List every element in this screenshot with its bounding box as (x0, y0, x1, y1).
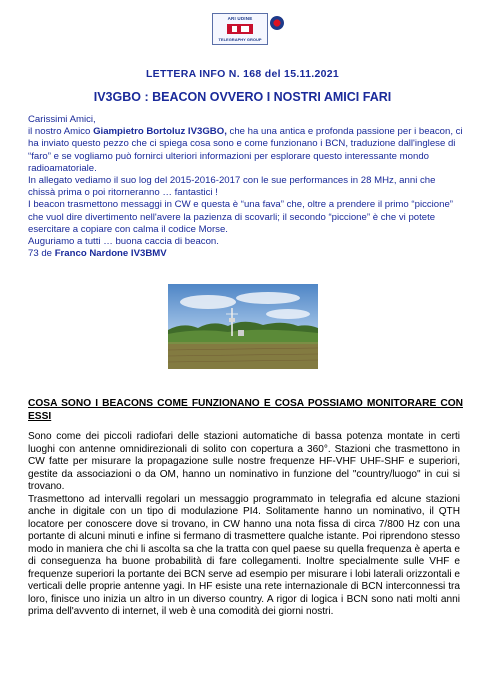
intro-paragraph-3: I beacon trasmettono messaggi in CW e questa è “una fava” che, oltre a prendere il primo “piccione” che vuol dire divertimento nell'avere la pazienza di scovarli; il secondo “piccione” è che vi potete esercitare a copiare con calma il codice Morse. (28, 199, 454, 235)
intro-p1-text-rest: che ha una antica e profonda passione per i beacon, ci ha inviato questo pezzo che ci spiega cosa sono e come funzionano i BCN, traduzione dall'inglese di “faro” e se vogliamo può fornirci ulteriori informazioni per esplorare questo interessante mondo radioamatoriale. (28, 126, 463, 174)
ari-seal-icon (270, 16, 284, 30)
intro-p1-text: il nostro Amico (28, 126, 94, 138)
article-body (28, 431, 460, 619)
greeting: Carissimi Amici, (28, 114, 96, 125)
letter-info-line: LETTERA INFO N. 168 del 15.11.2021 (145, 68, 340, 80)
body-paragraph-1: Sono come dei piccoli radiofari delle stazioni automatiche di bassa potenza montate in certi luoghi con antenne omnidirezionali di solito con copertura a 360°. Stazioni che trasmettono in CW fatte per misurare la propagazione sulle nostre frequenze HF-VHF UHF-SHF e superiori, gestite da associazioni o da OM, hanno un nominativo in funzione del "country/luogo" in cui si trovano. (28, 431, 460, 492)
beacon-antenna-photo (168, 284, 318, 369)
logo-bottom-text: TELEGRAPHY GROUP (218, 37, 262, 42)
author-name: Giampietro Bortoluz IV3GBO, (93, 126, 227, 138)
intro-paragraph-1 (28, 126, 463, 175)
signature-prefix: 73 de (28, 248, 55, 260)
intro-paragraph-2: In allegato vediamo il suo log del 2015-2016-2017 con le sue performances in 28 MHz, anni che chissà prima o poi ritorneranno … fantastici ! (28, 175, 436, 199)
intro-block (28, 114, 463, 260)
logo-top-text: ARI UDINE (227, 16, 253, 21)
club-logo (212, 13, 268, 45)
logo-flag-graphic (227, 24, 253, 34)
signature-name: Franco Nardone IV3BMV (54, 248, 167, 260)
body-paragraph-2: Trasmettono ad intervalli regolari un messaggio programmato in telegrafia ed alcune stazioni anche in digitale con un tipo di modulazione PI4. Solitamente hanno un nominativo, il QTH locatore per conoscere dove si trovano, in CW hanno una nota fissa di circa 7/800 Hz con una portante di alcuni minuti e infine si fermano di trasmettere qualche istante. Poi riprendono stesso modo in maniera che chi li ascolta sa che la tratta con quel paese su quella frequenza è aperta e di conseguenza ha buone probabilità di fare collegamenti. Inoltre specialmente sulle VHF e frequenze superiori la portante dei BCN serve ad esempio per misurare i lobi laterali orizzontali e verticali delle proprie antenne yagi. In HF esiste una rete internazionale di BCN interconnessi tra loro, finisce uno inizia un altro in un diverso country. A rigor di logica i BCN sono nati molti anni prima dell'avvento di internet, il web è una comodità dei giorni nostri. (28, 493, 461, 617)
page-title: IV3GBO : BEACON OVVERO I NOSTRI AMICI FARI (93, 90, 392, 104)
signature (28, 248, 463, 260)
intro-paragraph-4: Auguriamo a tutti … buona caccia di beacon. (28, 236, 219, 248)
section-title: COSA SONO I BEACONS COME FUNZIONANO E COSA POSSIAMO MONITORARE CON ESSI (28, 398, 463, 422)
